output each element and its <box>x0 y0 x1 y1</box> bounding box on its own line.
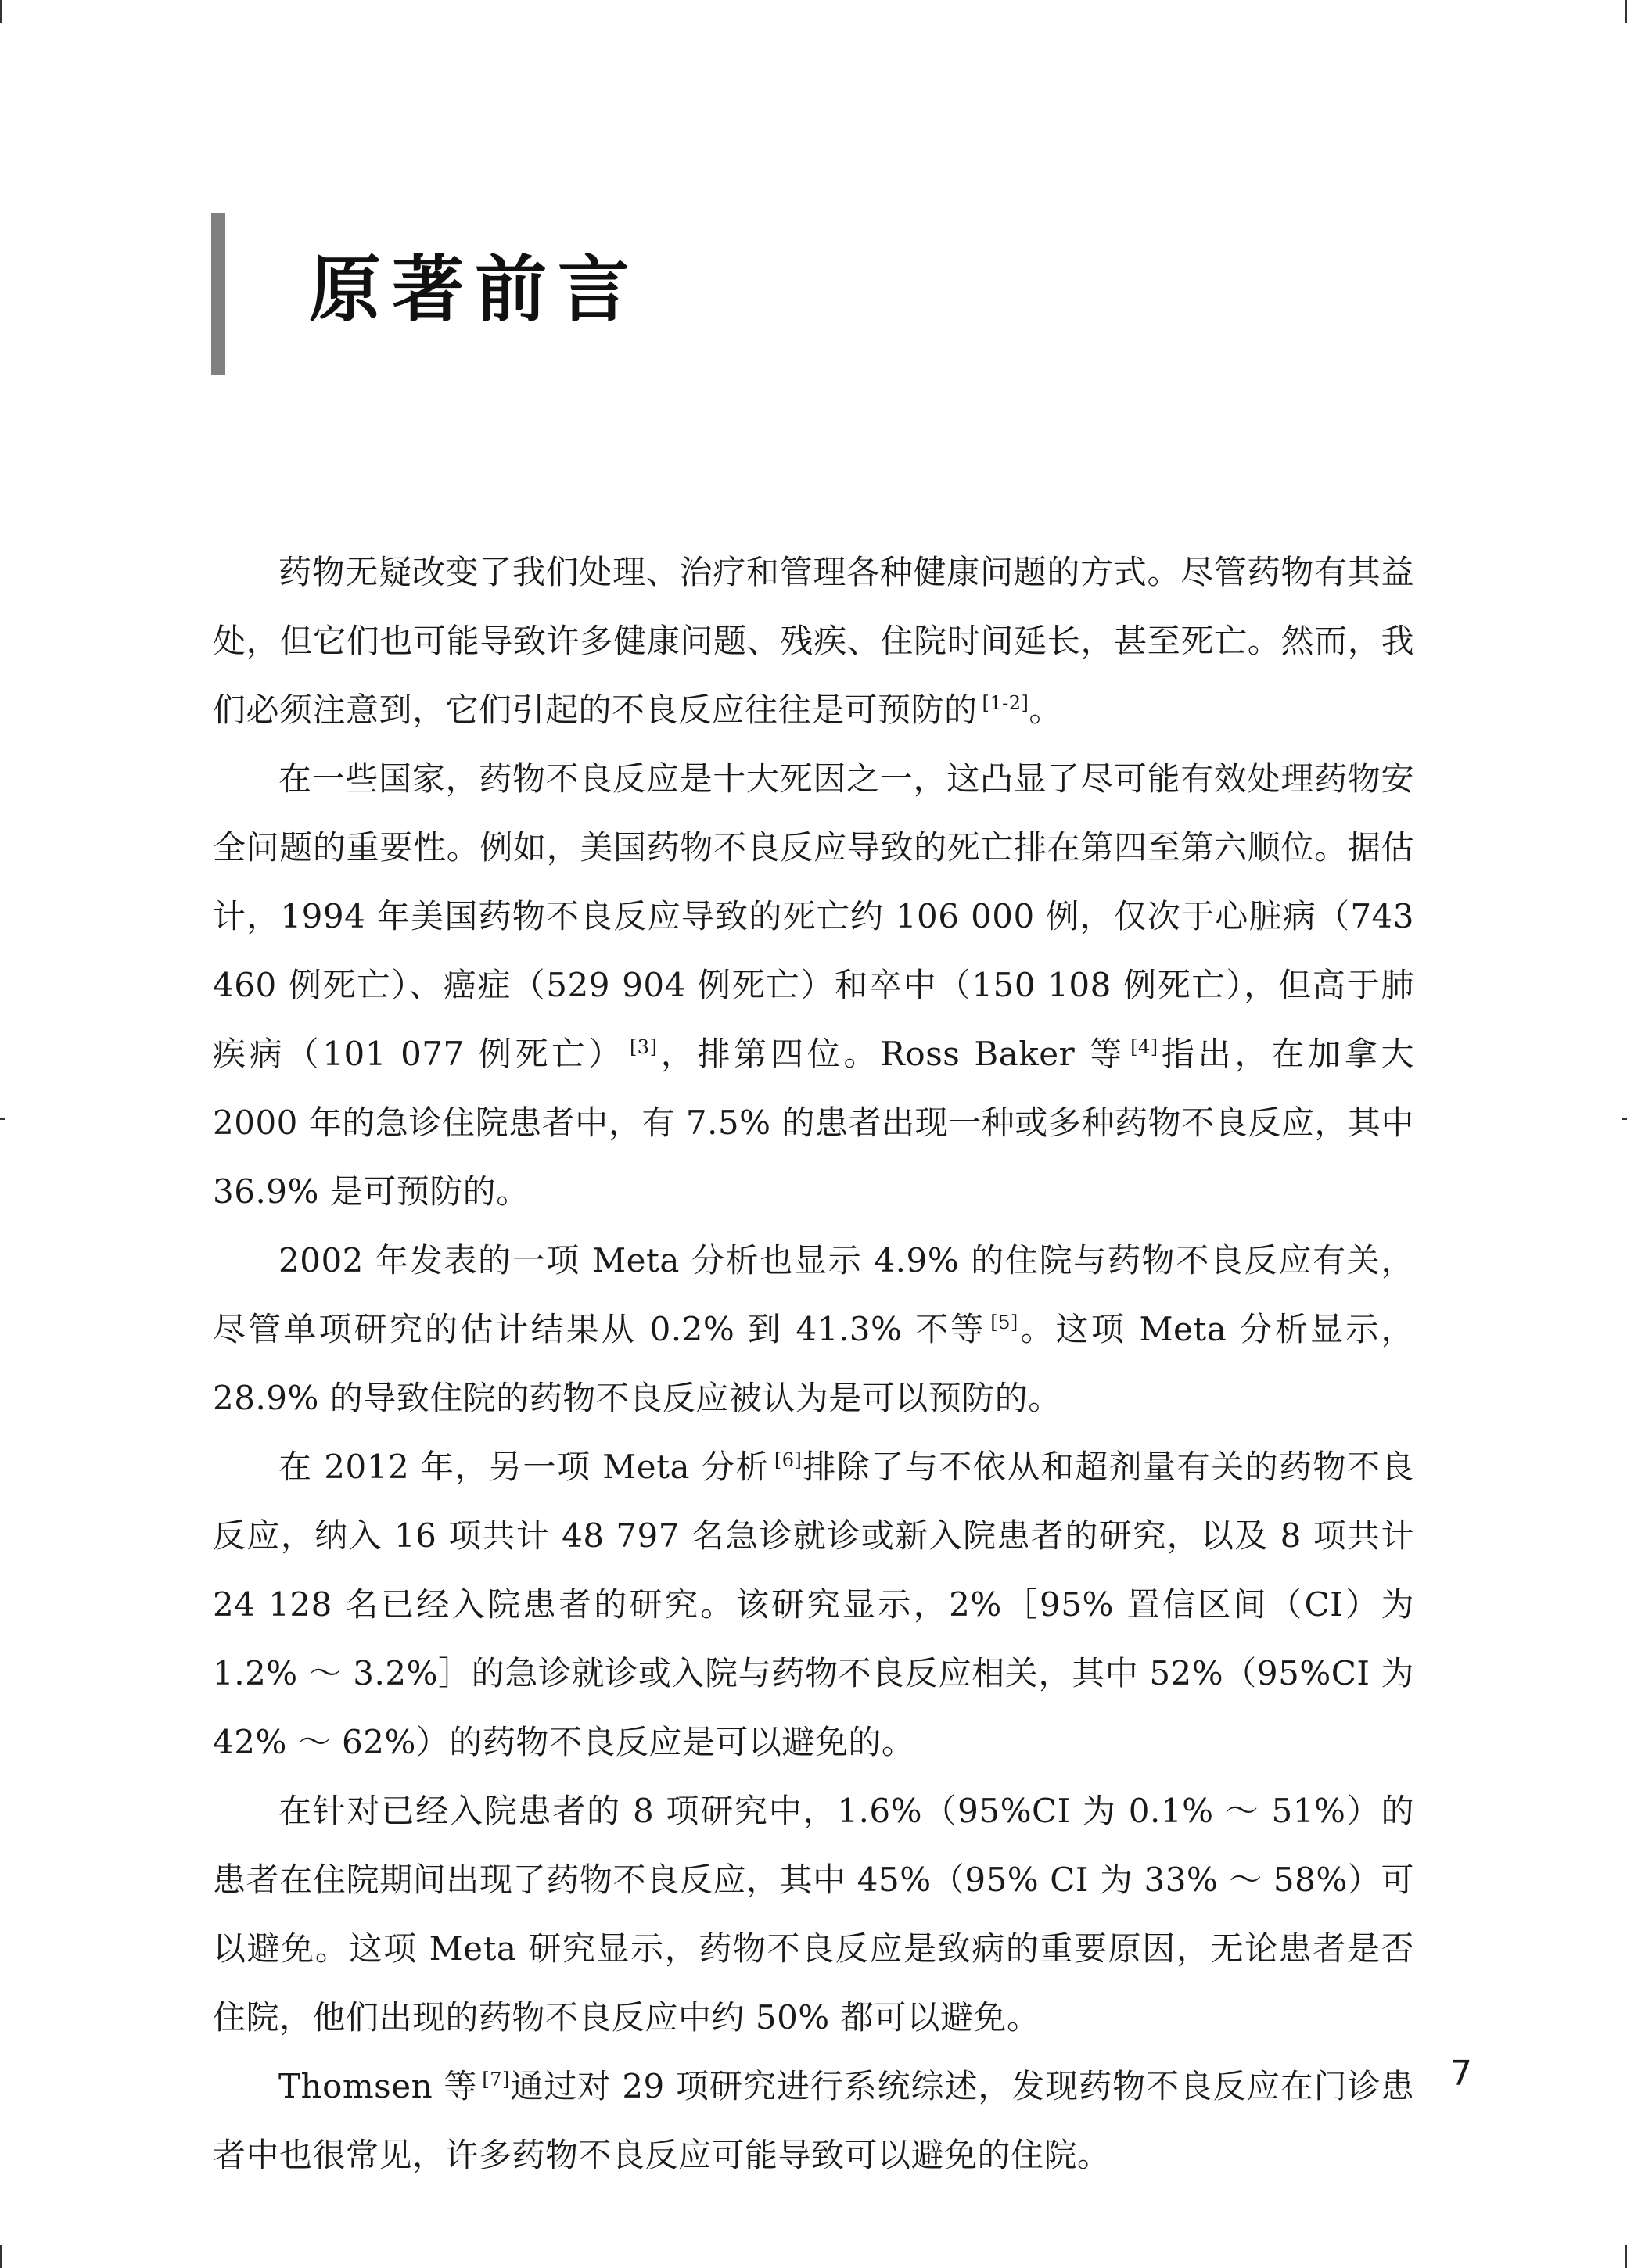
page-number: 7 <box>1450 2054 1472 2094</box>
citation-ref: [1-2] <box>982 692 1029 714</box>
body-paragraph <box>213 2052 1414 2190</box>
chapter-title: 原著前言 <box>309 247 641 332</box>
paragraph-text: 在 2012 年，另一项 Meta 分析 <box>278 1448 770 1486</box>
paragraph-text: 。这项 Meta 分析显示，28.9% 的导致住院的药物不良反应被认为是可以预防的。 <box>213 1310 1414 1417</box>
crop-mark-bottom-left <box>0 2245 2 2268</box>
body-text <box>213 538 1414 2190</box>
crop-mark-top-left <box>0 0 2 23</box>
paragraph-text: 药物无疑改变了我们处理、治疗和管理各种健康问题的方式。尽管药物有其益处，但它们也可能导致许多健康问题、残疾、住院时间延长，甚至死亡。然而，我们必须注意到，它们引起的不良反应往往是可预防的 <box>213 553 1414 729</box>
paragraph-text: 。 <box>1029 691 1062 729</box>
citation-ref: [3] <box>629 1036 658 1058</box>
title-accent-bar <box>211 213 225 375</box>
body-paragraph <box>213 1777 1414 2052</box>
body-paragraph <box>213 538 1414 745</box>
paragraph-text: 在一些国家，药物不良反应是十大死因之一，这凸显了尽可能有效处理药物安全问题的重要性。例如，美国药物不良反应导致的死亡排在第四至第六顺位。据估计，1994 年美国药物不良反应导致的死亡约 106 000 例，仅次于心脏病（743 460 例死亡）、癌症（529 904 例死亡）和卒中（150 108 例死亡），但高于肺疾病（101 077 例死亡） <box>213 759 1414 1073</box>
body-paragraph <box>213 1433 1414 1777</box>
paragraph-text: 2002 年发表的一项 Meta 分析也显示 4.9% 的住院与药物不良反应有关，尽管单项研究的估计结果从 0.2% 到 41.3% 不等 <box>213 1241 1414 1348</box>
paragraph-text: Thomsen 等 <box>278 2067 478 2105</box>
paragraph-text: 排除了与不依从和超剂量有关的药物不良反应，纳入 16 项共计 48 797 名急诊就诊或新入院患者的研究，以及 8 项共计 24 128 名已经入院患者的研究。该研究显示，2%［95% 置信区间（CI）为 1.2% ～ 3.2%］的急诊就诊或入院与药物不良反应相关，其中 52%（95%CI 为 42% ～ 62%）的药物不良反应是可以避免的。 <box>213 1448 1414 1761</box>
crop-mark-right-middle <box>1622 1118 1627 1120</box>
paragraph-text: ，排第四位。Ross Baker 等 <box>657 1035 1126 1073</box>
paragraph-text: 在针对已经入院患者的 8 项研究中，1.6%（95%CI 为 0.1% ～ 51%）的患者在住院期间出现了药物不良反应，其中 45%（95% CI 为 33% ～ 58%）可以避免。这项 Meta 研究显示，药物不良反应是致病的重要原因，无论患者是否住院，他们出现的药物不良反应中约 50% 都可以避免。 <box>213 1792 1414 2037</box>
citation-ref: [5] <box>990 1312 1018 1333</box>
body-paragraph <box>213 1226 1414 1433</box>
citation-ref: [4] <box>1130 1036 1158 1058</box>
citation-ref: [7] <box>482 2069 510 2090</box>
body-paragraph <box>213 745 1414 1226</box>
citation-ref: [6] <box>774 1449 803 1471</box>
paragraph-text: 指出，在加拿大 2000 年的急诊住院患者中，有 7.5% 的患者出现一种或多种药物不良反应，其中 36.9% 是可预防的。 <box>213 1035 1414 1211</box>
crop-mark-left-middle <box>0 1118 5 1120</box>
paragraph-text: 通过对 29 项研究进行系统综述，发现药物不良反应在门诊患者中也很常见，许多药物不良反应可能导致可以避免的住院。 <box>213 2067 1414 2174</box>
